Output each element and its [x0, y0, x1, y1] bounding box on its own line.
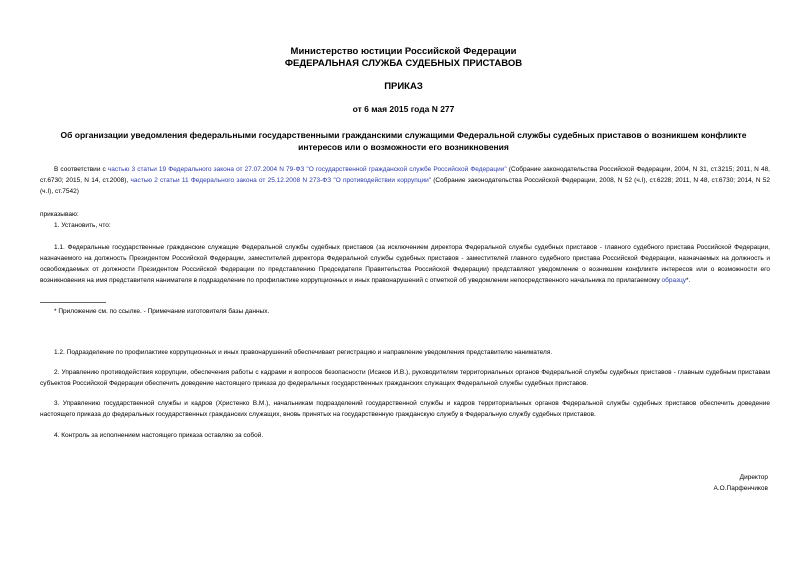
item-4: 4. Контроль за исполнением настоящего приказа оставляю за собой.: [54, 432, 264, 439]
law-79-fz-link[interactable]: частью 3 статьи 19 Федерального закона от 27.07.2004 N 79-ФЗ "О государственной гражданской службе Российской Федерации": [107, 166, 507, 173]
preamble-paragraph: [40, 164, 770, 197]
law-273-fz-link[interactable]: частью 2 статьи 11 Федерального закона от 25.12.2008 N 273-ФЗ "О противодействии коррупции": [130, 177, 432, 184]
item-1-1-paragraph: [40, 242, 770, 286]
document-title: [0, 129, 807, 153]
title-line-1: Об организации уведомления федеральными государственными гражданскими служащими Федеральной службы судебных приставов о возникшем конфликте: [60, 130, 747, 140]
footnote: * Приложение см. по ссылке. - Примечание изготовителя базы данных.: [54, 308, 270, 315]
item-1-1-tail: *.: [686, 277, 691, 284]
title-line-2: интересов или о возможности его возникновения: [298, 142, 509, 152]
document-date: от 6 мая 2015 года N 277: [352, 104, 455, 114]
template-link[interactable]: образцу: [661, 277, 686, 284]
orders-line: приказываю:: [40, 211, 79, 218]
preamble-text-2: (Собрание законодательства Российской Федерации, 2004, N 31, ст.3215; 2011, N 48, ст.6730; 2015, N 14, ст.2008),: [40, 166, 770, 184]
item-1: 1. Установить, что:: [54, 222, 111, 229]
document-type: ПРИКАЗ: [384, 81, 423, 92]
signatory-name: А.О.Парфенчиков: [713, 485, 768, 492]
service-name: ФЕДЕРАЛЬНАЯ СЛУЖБА СУДЕБНЫХ ПРИСТАВОВ: [284, 58, 523, 69]
preamble-text-3: (Собрание законодательства Российской Федерации, 2008, N 52 (ч.I), ст.6228; 2011, N 48, ст.6730; 2014, N 52 (ч.I), ст.7542): [40, 177, 770, 195]
signatory-position: Директор: [739, 474, 768, 481]
item-1-1-text: 1.1. Федеральные государственные гражданские служащие Федеральной службы судебных приставов (за исключением директора Федеральной службы судебных приставов - главного судебного пристава Российской Федерации, назначаемого на должность Президентом Российской Федерации, заместителей директора Федеральной службы судебных приставов - заместителей главного судебного пристава Российской Федерации, назначаемых на должность и освобождаемых от должности Президентом Российской Федерации по представлению Председателя Правительства Российской Федерации) представляют уведомление о возникшем конфликте интересов или о возможности его возникновения на имя представителя нанимателя в подразделение по профилактике коррупционных и иных правонарушений с отметкой об уведомлении непосредственного начальника по прилагаемому: [40, 244, 770, 284]
item-1-2: 1.2. Подразделение по профилактике коррупционных и иных правонарушений обеспечивает регистрацию и направление уведомления представителю нанимателя.: [54, 349, 553, 356]
footnote-divider: [40, 302, 106, 303]
item-3: 3. Управлению государственной службы и кадров (Христенко В.М.), начальникам подразделений государственной службы и кадров территориальных органов Федеральной службы судебных приставов обеспечить доведение настоящего приказа до федеральных государственных гражданских служащих, вновь принятых на государственную гражданскую службу в Федеральную службу судебных приставов.: [40, 400, 770, 418]
preamble-text-1: В соответствии с: [54, 166, 108, 173]
ministry-name: Министерство юстиции Российской Федерации: [290, 46, 517, 57]
item-2: 2. Управлению противодействия коррупции, обеспечения работы с кадрами и вопросов безопасности (Исаков И.В.), руководителям территориальных органов Федеральной службы судебных приставов - главным судебным приставам субъектов Российской Федерации обеспечить доведение настоящего приказа до федеральных государственных гражданских служащих Федеральной службы судебных приставов.: [40, 369, 770, 387]
